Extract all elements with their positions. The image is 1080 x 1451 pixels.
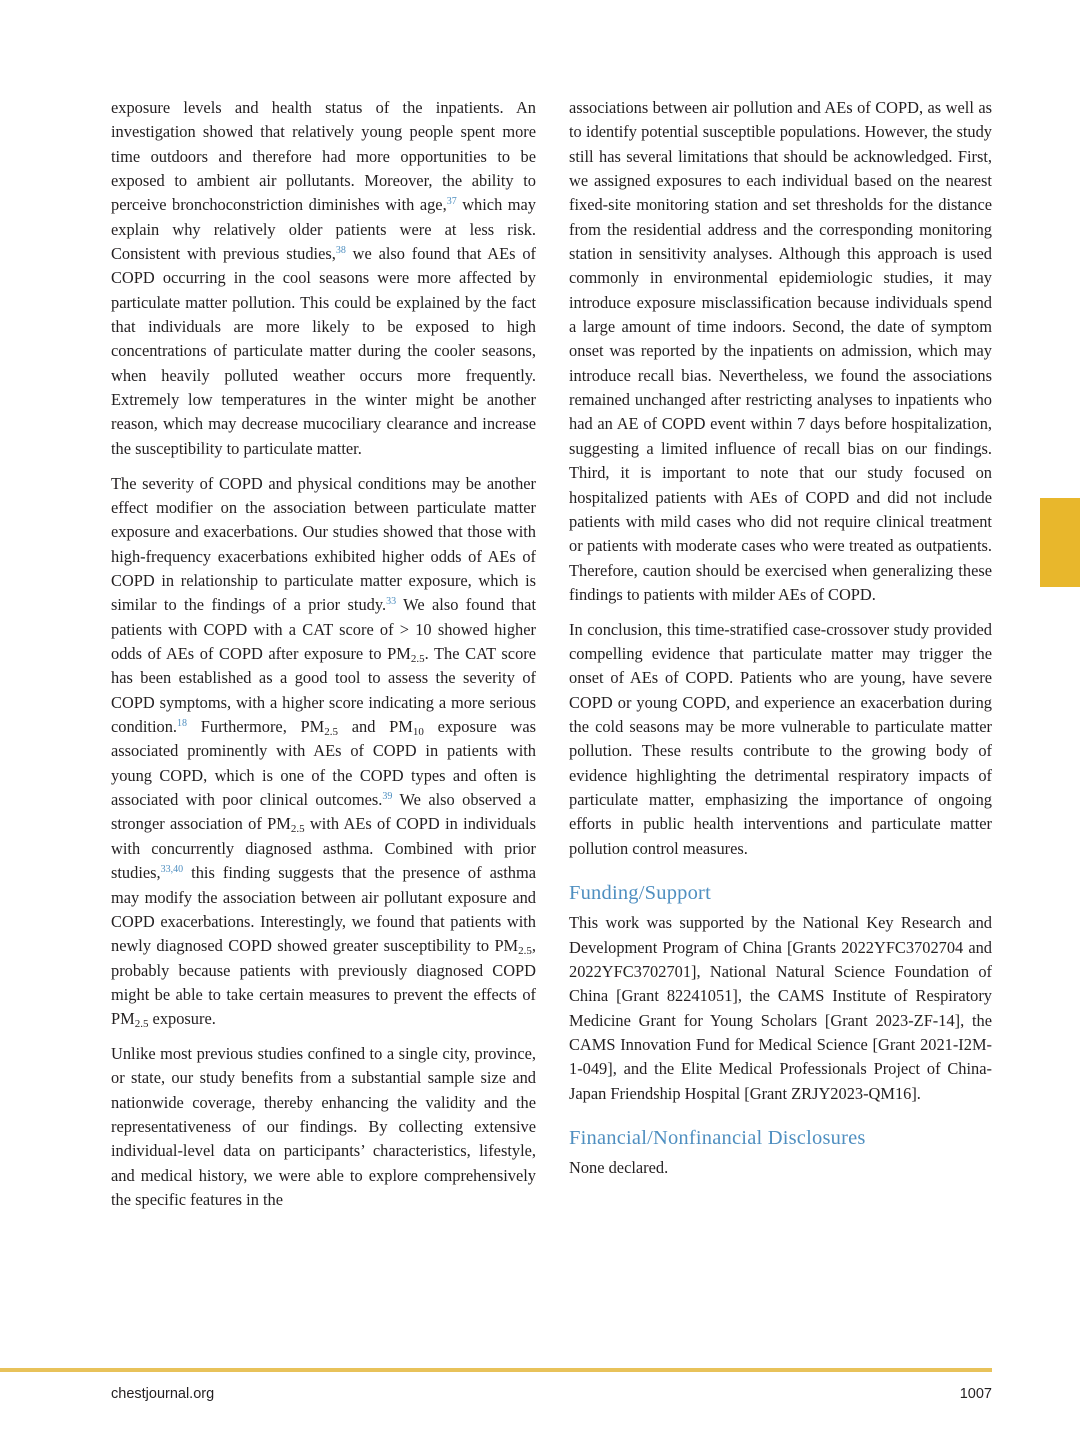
- text-run: exposure levels and health status of the inpatients. An investigation showed that relatively young people spent more time outdoors and therefore had more opportunities to be exposed to ambient air pollutants. Moreover, the ability to perceive bronchoconstriction diminishes with age,: [111, 98, 536, 215]
- text-run: Unlike most previous studies confined to a single city, province, or state, our study benefits from a substantial sample size and nationwide coverage, thereby enhancing the validity and the representativeness of our findings. By collecting extensive individual-level data on participants’ characteristics, lifestyle, and medical history, we were able to explore comprehensively the specific features in the: [111, 1044, 536, 1210]
- subscript: 2.5: [410, 653, 425, 666]
- text-run: exposure.: [148, 1009, 216, 1029]
- text-run: this finding suggests that the presence of asthma may modify the association between air pollutant exposure and COPD exacerbations. Interestingly, we found that patients with newly diagnosed COPD showed greater susceptibility to PM: [111, 863, 536, 956]
- citation-ref[interactable]: 38: [335, 245, 346, 257]
- citation-ref[interactable]: 18: [177, 718, 188, 730]
- body-paragraph: [111, 96, 536, 461]
- disclosures-heading: Financial/Nonfinancial Disclosures: [569, 1126, 866, 1149]
- journal-url: chestjournal.org: [111, 1386, 215, 1402]
- funding-text: This work was supported by the National Key Research and Development Program of China [Grants 2022YFC3702704 and 2022YFC3702701], National Natural Science Foundation of China [Grant 82241051], the CAMS Institute of Respiratory Medicine Grant for Young Scholars [Grant 2023-ZF-14], the CAMS Innovation Fund for Medical Science [Grant 2021-I2M-1-049], and the Elite Medical Professionals Project of China-Japan Friendship Hospital [Grant ZRJY2023-QM16].: [569, 913, 992, 1103]
- body-paragraph: [569, 96, 992, 607]
- citation-ref[interactable]: 33,40: [160, 864, 184, 876]
- footer-rule: [0, 1368, 992, 1372]
- page-number: 1007: [959, 1386, 992, 1402]
- subscript: 10: [412, 726, 424, 739]
- text-run: Furthermore, PM: [187, 717, 325, 737]
- text-run: which may explain why relatively older patients were at less risk. Consistent with previous studies,: [111, 195, 536, 264]
- citation-ref[interactable]: 33: [386, 596, 397, 608]
- right-column: [569, 96, 992, 1180]
- subscript: 2.5: [324, 726, 338, 739]
- body-paragraph: [569, 618, 992, 861]
- text-run: exposure was associated prominently with AEs of COPD in patients with young COPD, which is one of the COPD types and often is associated with poor clinical outcomes.: [111, 717, 536, 810]
- subscript: 2.5: [518, 945, 532, 958]
- text-run: We also observed a stronger association of PM: [111, 790, 536, 834]
- text-run: with AEs of COPD in individuals with concurrently diagnosed asthma. Combined with prior studies,: [111, 814, 536, 883]
- text-run: , probably because patients with previously diagnosed COPD might be able to take certain measures to prevent the effects of PM: [111, 936, 536, 1029]
- text-run: associations between air pollution and AEs of COPD, as well as to identify potential susceptible populations. However, the study still has several limitations that should be acknowledged. First, we assigned exposures to each individual based on the nearest fixed-site monitoring station and set thresholds for the distance from the residential address and the corresponding monitoring station in sensitivity analyses. Although this approach is used commonly in environmental epidemiologic studies, it may introduce exposure misclassification because individuals spend a large amount of time indoors. Second, the date of symptom onset was reported by the inpatients on admission, which may introduce recall bias. Nevertheless, we found the associations remained unchanged after restricting analyses to inpatients who had an AE of COPD event within 7 days before hospitalization, suggesting a limited influence of recall bias on our findings. Third, it is important to note that our study focused on hospitalized patients with AEs of COPD and did not include patients with mild cases who did not require clinical treatment or patients with moderate cases who were treated as outpatients. Therefore, caution should be exercised when generalizing these findings to patients with milder AEs of COPD.: [569, 98, 992, 604]
- citation-ref[interactable]: 39: [382, 791, 393, 803]
- body-paragraph: [111, 1042, 536, 1212]
- section-side-tab: [1040, 498, 1080, 587]
- body-paragraph: [111, 472, 536, 1032]
- text-run: we also found that AEs of COPD occurring in the cool seasons were more affected by particulate matter pollution. This could be explained by the fact that individuals are more likely to be exposed to high concentrations of particulate matter during the cooler seasons, when heavily polluted weather occurs more frequently. Extremely low temperatures in the winter might be another reason, which may decrease mucociliary clearance and increase the susceptibility to particulate matter.: [111, 244, 536, 458]
- subscript: 2.5: [290, 823, 305, 836]
- funding-heading: Funding/Support: [569, 882, 711, 905]
- text-run: and PM: [337, 717, 413, 737]
- disclosures-text: None declared.: [569, 1157, 669, 1177]
- left-column: [111, 96, 536, 1212]
- text-run: The severity of COPD and physical conditions may be another effect modifier on the association between particulate matter exposure and exacerbations. Our studies showed that those with high-frequency exacerbations exhibited higher odds of AEs of COPD in relationship to particulate matter exposure, which is similar to the findings of a prior study.: [111, 473, 536, 615]
- subscript: 2.5: [134, 1018, 149, 1031]
- text-run: In conclusion, this time-stratified case-crossover study provided compelling evidence that particulate matter may trigger the onset of AEs of COPD. Patients who are young, have severe COPD or young COPD, and experience an exacerbation during the cold seasons may be more vulnerable to particulate matter pollution. These results contribute to the growing body of evidence highlighting the detrimental respiratory impacts of particulate matter, emphasizing the importance of ongoing efforts in public health interventions and particulate matter pollution control measures.: [569, 619, 992, 858]
- citation-ref[interactable]: 37: [446, 196, 457, 208]
- text-run: We also found that patients with COPD with a CAT score of > 10 showed higher odds of AEs of COPD after exposure to PM: [111, 595, 537, 664]
- text-run: . The CAT score has been established as a good tool to assess the severity of COPD symptoms, with a higher score indicating a more serious condition.: [111, 644, 537, 737]
